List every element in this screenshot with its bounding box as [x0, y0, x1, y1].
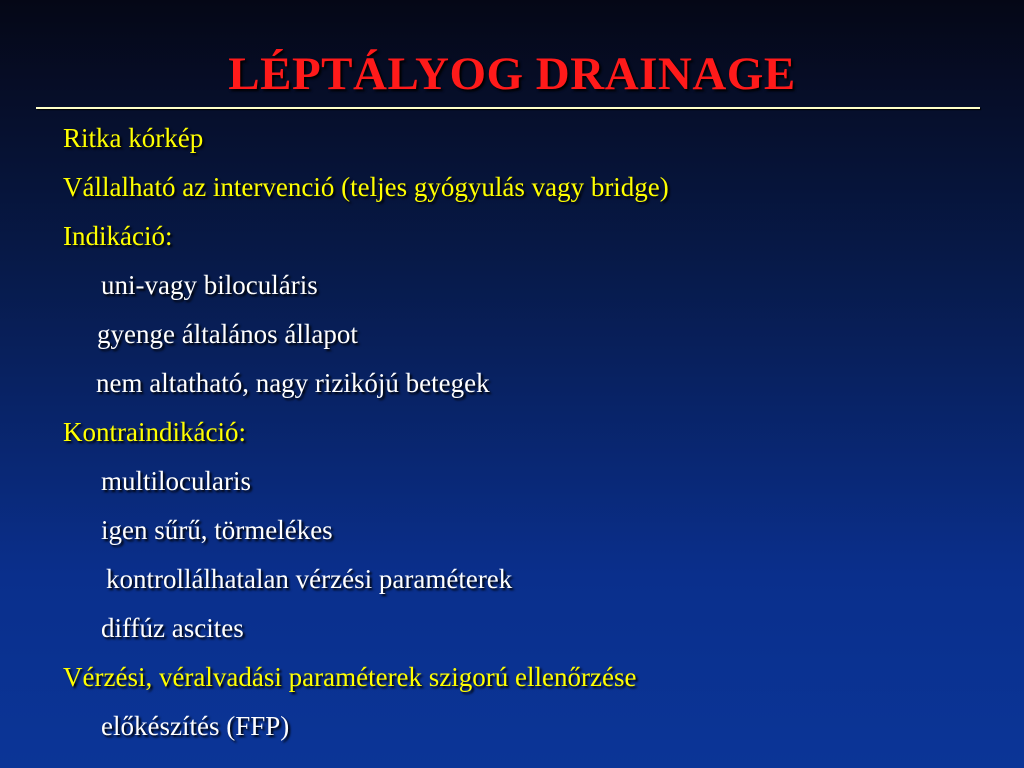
title-divider: [36, 107, 980, 109]
bullet-rare-condition: Ritka kórkép: [63, 123, 204, 153]
bullet-contraindication: Kontraindikáció:: [63, 417, 246, 447]
slide-title: LÉPTÁLYOG DRAINAGE: [228, 48, 796, 100]
sub-item-bleeding-params: kontrollálhatalan vérzési paraméterek: [106, 564, 513, 594]
bullet-indication: Indikáció:: [63, 221, 173, 251]
sub-item-ascites: diffúz ascites: [101, 613, 244, 643]
sub-item-multilocular: multilocularis: [101, 466, 251, 496]
sub-item-dense-debris: igen sűrű, törmelékes: [101, 515, 333, 545]
bullet-coagulation-check: Vérzési, véralvadási paraméterek szigorú ellenőrzése: [63, 662, 637, 692]
sub-item-general-condition: gyenge általános állapot: [97, 319, 358, 349]
sub-item-preparation: előkészítés (FFP): [101, 711, 290, 741]
sub-item-high-risk: nem altatható, nagy rizikójú betegek: [96, 368, 490, 398]
bullet-intervention: Vállalható az intervenció (teljes gyógyulás vagy bridge): [63, 172, 669, 202]
sub-item-unilocular: uni-vagy biloculáris: [101, 270, 318, 300]
